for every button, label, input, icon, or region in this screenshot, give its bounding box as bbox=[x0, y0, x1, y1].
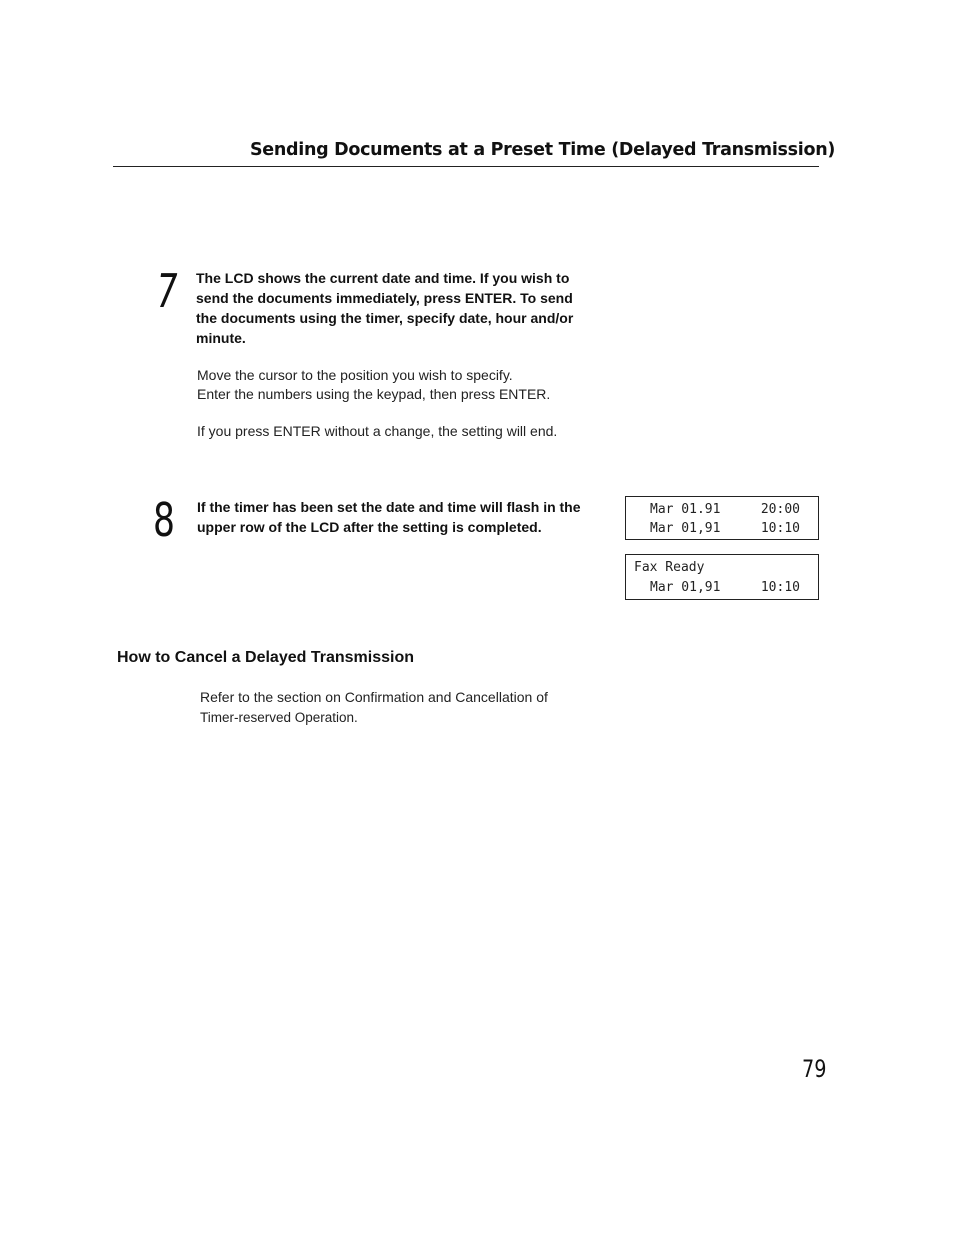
lcd-row2-date: Mar 01,91 bbox=[650, 580, 721, 595]
lcd-row1-date: Mar 01.91 bbox=[650, 502, 721, 517]
cancel-section-text-line2: Timer-reserved Operation. bbox=[200, 710, 358, 725]
lcd-row2-time: 10:10 bbox=[760, 521, 800, 536]
step-7-number: 7 bbox=[157, 264, 178, 318]
lcd-row2-date: Mar 01,91 bbox=[650, 521, 721, 536]
lcd-display-fax-ready bbox=[625, 554, 819, 600]
step-7-note-keypad: Enter the numbers using the keypad, then press ENTER. bbox=[197, 386, 551, 402]
lcd-row2-time: 10:10 bbox=[760, 580, 800, 595]
step-8-instruction: If the timer has been set the date and time will flash in the upper row of the LCD after the setting is completed. bbox=[197, 499, 581, 535]
cancel-section-text-line1: Refer to the section on Confirmation and Cancellation of bbox=[200, 689, 548, 705]
step-7-instruction: The LCD shows the current date and time. If you wish to send the documents immediately, press ENTER. To send the documents using the timer, specify date, hour and/or minute. bbox=[196, 270, 574, 346]
step-8-number: 8 bbox=[153, 493, 175, 547]
lcd-display-timer-set bbox=[625, 496, 819, 540]
title-divider bbox=[113, 166, 819, 167]
lcd-status-text: Fax Ready bbox=[634, 560, 705, 575]
step-7-note-no-change: If you press ENTER without a change, the setting will end. bbox=[197, 423, 558, 439]
page-number: 79 bbox=[802, 1055, 827, 1083]
page-title: Sending Documents at a Preset Time (Delayed Transmission) bbox=[250, 140, 836, 160]
lcd-row1-time: 20:00 bbox=[760, 502, 800, 517]
step-7-note-cursor: Move the cursor to the position you wish to specify. bbox=[197, 367, 513, 383]
cancel-section-heading: How to Cancel a Delayed Transmission bbox=[117, 649, 414, 666]
